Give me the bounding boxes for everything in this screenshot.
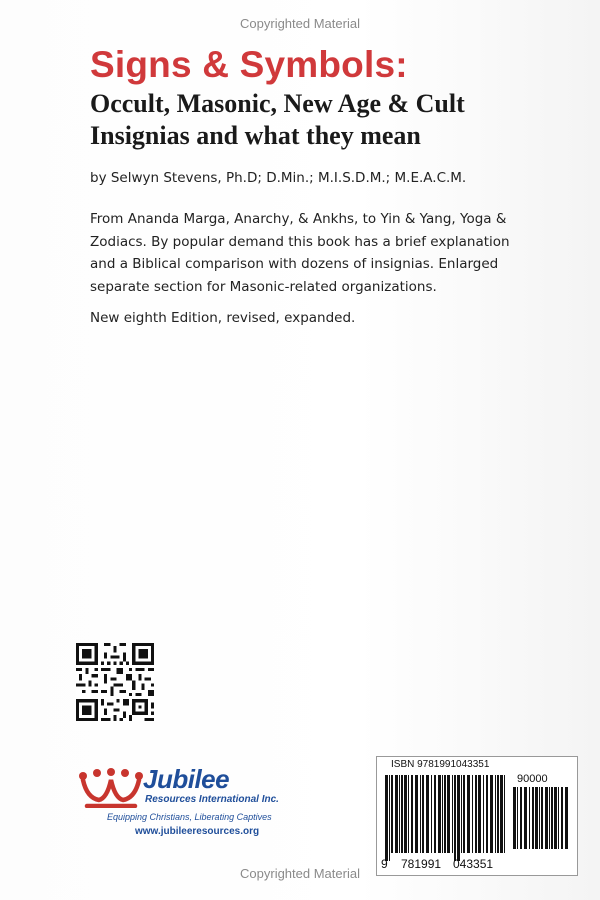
- barcode-main-bars: [385, 775, 507, 861]
- crown-icon: [77, 768, 145, 808]
- isbn-label: ISBN 9781991043351: [391, 759, 490, 770]
- author-line: by Selwyn Stevens, Ph.D; D.Min.; M.I.S.D.M.; M.E.A.C.M.: [90, 170, 467, 186]
- price-code: 90000: [517, 773, 548, 785]
- subtitle-line-1: Occult, Masonic, New Age & Cult: [90, 89, 465, 118]
- subtitle-line-2: Insignias and what they mean: [90, 121, 421, 150]
- publisher-sub: Resources International Inc.: [145, 794, 279, 805]
- barcode-digits-left: 781991: [401, 857, 442, 871]
- publisher-name: Jubilee: [143, 764, 230, 794]
- book-description: From Ananda Marga, Anarchy, & Ankhs, to Yin & Yang, Yoga & Zodiacs. By popular demand this book has a brief explanation and a Biblical comparison with dozens of insignias. Enlarged separate section for Masonic-related organizations.: [90, 211, 510, 295]
- watermark-bottom: Copyrighted Material: [240, 866, 360, 881]
- barcode-addon-bars: [513, 787, 571, 871]
- book-title: Signs & Symbols:: [90, 44, 408, 85]
- watermark-top: Copyrighted Material: [240, 16, 360, 31]
- barcode-digits-right: 043351: [453, 857, 494, 871]
- publisher-tagline: Equipping Christians, Liberating Captives: [107, 812, 272, 822]
- isbn-barcode: [376, 756, 578, 876]
- edition-note: New eighth Edition, revised, expanded.: [90, 310, 356, 326]
- publisher-logo: [77, 764, 317, 844]
- barcode-digit-first: 9: [381, 857, 388, 871]
- qr-code-icon: [76, 643, 154, 721]
- book-subtitle: [90, 88, 530, 152]
- publisher-url: www.jubileeresources.org: [135, 826, 260, 837]
